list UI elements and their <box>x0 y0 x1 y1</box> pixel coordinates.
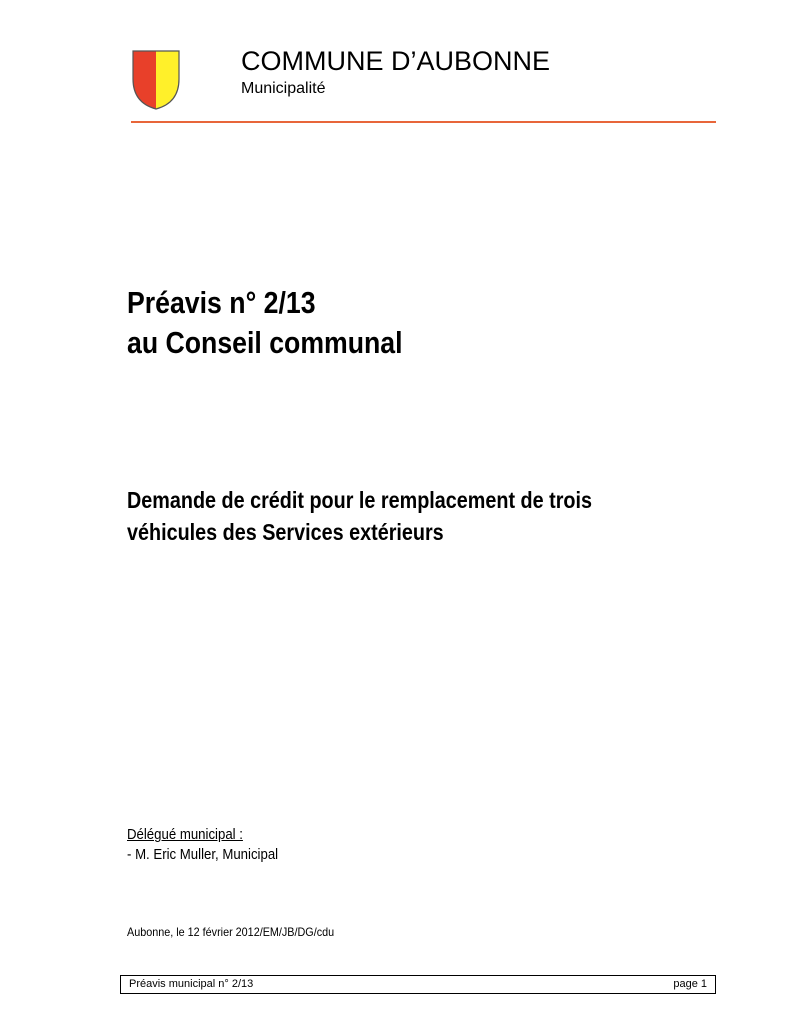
delegate-name: - M. Eric Muller, Municipal <box>127 846 279 863</box>
document-title <box>127 283 403 363</box>
commune-name: COMMUNE D’AUBONNE <box>241 46 551 76</box>
subject-line-1: Demande de crédit pour le remplacement de trois <box>127 487 592 513</box>
dateline: Aubonne, le 12 février 2012/EM/JB/DG/cdu <box>127 925 335 939</box>
department-name: Municipalité <box>241 80 326 97</box>
document-subject <box>127 484 592 548</box>
coat-of-arms-icon <box>131 49 181 111</box>
footer-page-number: page 1 <box>673 978 707 990</box>
delegate-label: Délégué municipal : <box>127 826 243 843</box>
page-footer <box>120 975 716 994</box>
title-line-2: au Conseil communal <box>127 325 403 360</box>
delegate-block <box>127 825 278 865</box>
subject-line-2: véhicules des Services extérieurs <box>127 519 444 545</box>
title-line-1: Préavis n° 2/13 <box>127 285 316 320</box>
footer-document-ref: Préavis municipal n° 2/13 <box>129 978 254 990</box>
header-divider <box>131 121 716 123</box>
